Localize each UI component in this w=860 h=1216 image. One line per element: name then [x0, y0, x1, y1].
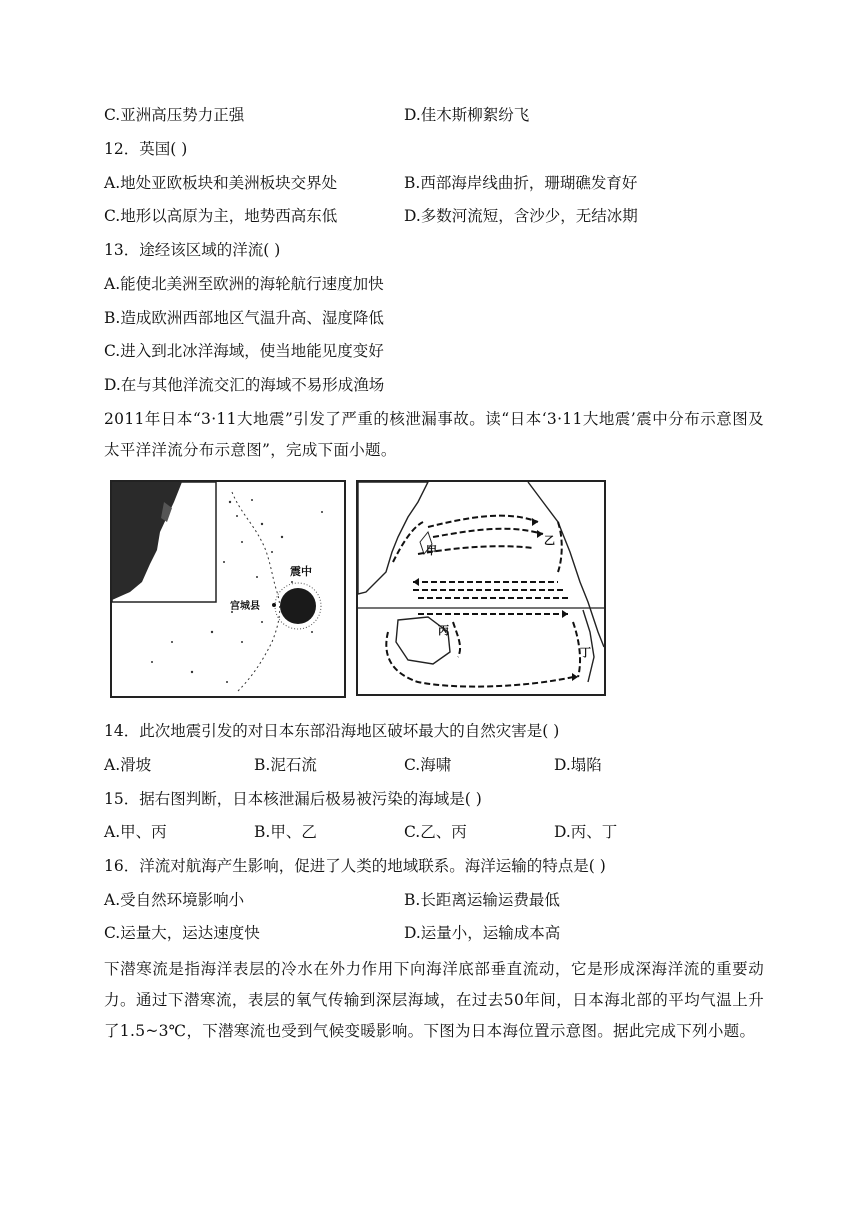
q14-option-d: D.塌陷 — [554, 756, 602, 774]
epicenter-label: 震中 — [290, 565, 312, 578]
label-ding: 丁 — [580, 646, 591, 659]
q15-stem: 15．据右图判断，日本核泄漏后极易被污染的海域是( ) — [104, 790, 482, 808]
q14-option-c: C.海啸 — [404, 756, 452, 774]
q13-option-d: D.在与其他洋流交汇的海域不易形成渔场 — [104, 376, 385, 394]
q15-option-c: C.乙、丙 — [404, 823, 467, 841]
q13-stem: 13．途经该区域的洋流( ) — [104, 241, 281, 259]
q13-option-c: C.进入到北冰洋海域，使当地能见度变好 — [104, 342, 384, 360]
label-jia: 甲 — [426, 544, 437, 557]
q16-option-a: A.受自然环境影响小 — [104, 891, 245, 909]
q15-option-a: A.甲、丙 — [104, 823, 167, 841]
intro-paragraph-downwelling: 下潜寒流是指海洋表层的冷水在外力作用下向海洋底部垂直流动，它是形成深海洋流的重要动力。通过下潜寒流，表层的氧气传输到深层海域，在过去50年间，日本海北部的平均气温上升了1.5~3℃，下潜寒流也受到气候变暖影响。下图为日本海位置示意图。据此完成下列小题。 — [104, 960, 764, 1040]
q11-option-d: D.佳木斯柳絮纷飞 — [404, 106, 530, 124]
q16-stem: 16．洋流对航海产生影响，促进了人类的地域联系。海洋运输的特点是( ) — [104, 857, 606, 875]
q16-option-d: D.运量小，运输成本高 — [404, 924, 561, 942]
q12-option-b: B.西部海岸线曲折，珊瑚礁发育好 — [404, 174, 638, 192]
q14-option-a: A.滑坡 — [104, 756, 152, 774]
label-yi: 乙 — [544, 534, 555, 547]
pacific-currents-map — [356, 480, 606, 696]
miyagi-label: 宫城县 — [230, 601, 260, 612]
q11-option-c: C.亚洲高压势力正强 — [104, 106, 245, 124]
q13-option-b: B.造成欧洲西部地区气温升高、湿度降低 — [104, 309, 384, 327]
q15-option-b: B.甲、乙 — [254, 823, 317, 841]
q13-option-a: A.能使北美洲至欧洲的海轮航行速度加快 — [104, 275, 384, 293]
q16-option-c: C.运量大，运达速度快 — [104, 924, 260, 942]
q14-option-b: B.泥石流 — [254, 756, 317, 774]
q12-stem: 12．英国( ) — [104, 140, 188, 158]
q16-option-b: B.长距离运输运费最低 — [404, 891, 560, 909]
q14-stem: 14．此次地震引发的对日本东部沿海地区破坏最大的自然灾害是( ) — [104, 722, 560, 740]
label-bing: 丙 — [438, 624, 449, 637]
epicenter-map — [110, 480, 346, 698]
q12-option-d: D.多数河流短，含沙少，无结冰期 — [404, 207, 638, 225]
q12-option-c: C.地形以高原为主，地势西高东低 — [104, 207, 338, 225]
q12-option-a: A.地处亚欧板块和美洲板块交界处 — [104, 174, 338, 192]
intro-paragraph-earthquake: 2011年日本“3·11大地震”引发了严重的核泄漏事故。读“日本‘3·11大地震’震中分布示意图及太平洋洋流分布示意图”，完成下面小题。 — [104, 410, 764, 459]
q15-option-d: D.丙、丁 — [554, 823, 618, 841]
